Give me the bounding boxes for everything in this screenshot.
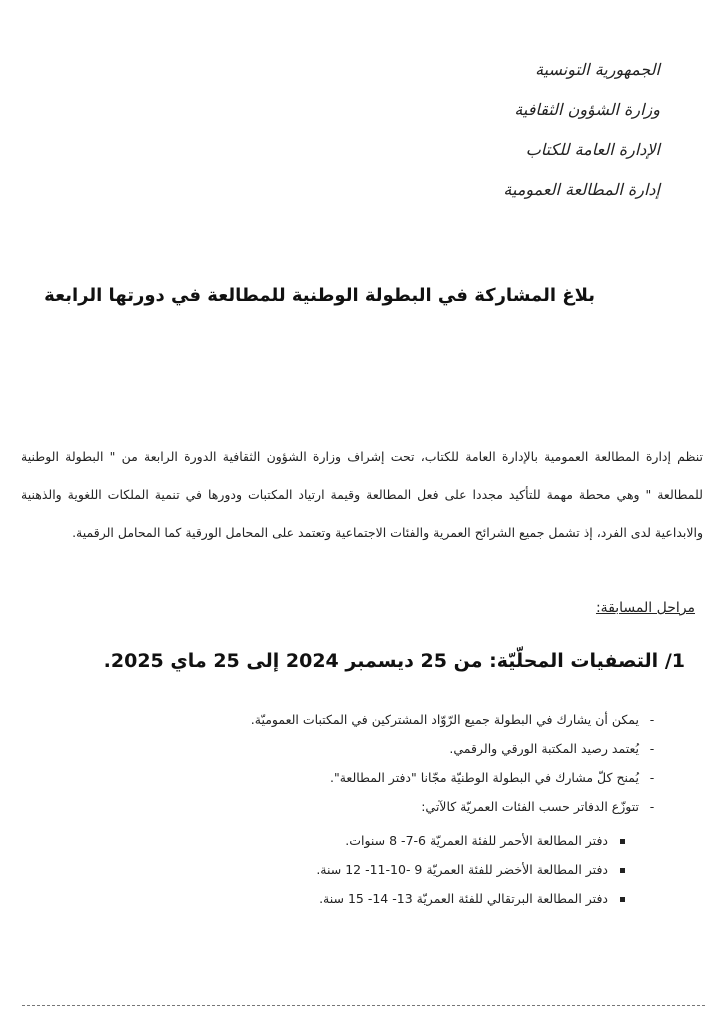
letterhead-department: إدارة المطالعة العمومية [503, 180, 660, 199]
notebook-text: دفتر المطالعة البرتقالي للفئة العمريّة 13- 14- 15 سنة. [319, 891, 608, 906]
list-item [205, 884, 625, 913]
dash-bullet-icon: - [649, 799, 655, 814]
list-item [185, 763, 665, 792]
list-item [185, 734, 665, 763]
letterhead-country: الجمهورية التونسية [535, 60, 660, 79]
letterhead-directorate: الإدارة العامة للكتاب [525, 140, 660, 159]
page-bottom-divider [22, 1005, 705, 1006]
notebook-text: دفتر المطالعة الأخضر للفئة العمريّة 9 -10-11- 12 سنة. [316, 862, 608, 877]
letterhead [400, 50, 660, 210]
list-item [205, 826, 625, 855]
bullet-text: يمكن أن يشارك في البطولة جميع الرّوّاد المشتركين في المكتبات العموميّة. [250, 712, 639, 727]
document-title: بلاغ المشاركة في البطولة الوطنية للمطالعة في دورتها الرابعة [44, 285, 595, 306]
intro-paragraph: تنظم إدارة المطالعة العمومية بالإدارة العامة للكتاب، تحت إشراف وزارة الشؤون الثقافية الدورة الرابعة من " البطولة الوطنية للمطالعة " وهي محطة مهمة للتأكيد مجددا على فعل المطالعة وقيمة ارتياد المكتبات ودورها في تنمية الملكات اللغوية والذهنية والابداعية لدى الفرد، إذ تشمل جميع الشرائح العمرية والفئات الاجتماعية وتعتمد على المحامل الورقية كما المحامل الرقمية. [21, 449, 703, 540]
stage-1-heading: 1/ التصفيات المحلّيّة: من 25 ديسمبر 2024 إلى 25 ماي 2025. [103, 650, 685, 672]
list-item [185, 792, 665, 821]
notebook-list [205, 826, 625, 913]
notebook-text: دفتر المطالعة الأحمر للفئة العمريّة 6-7- 8 سنوات. [345, 833, 608, 848]
square-bullet-icon [620, 897, 625, 902]
list-item [205, 855, 625, 884]
list-item [185, 705, 665, 734]
dash-bullet-icon: - [649, 770, 655, 785]
bullet-text: يُمنح كلّ مشارك في البطولة الوطنيّة مجّانا "دفتر المطالعة". [329, 770, 639, 785]
square-bullet-icon [620, 868, 625, 873]
square-bullet-icon [620, 839, 625, 844]
bullet-text: تتوزّع الدفاتر حسب الفئات العمريّة كالآتي: [421, 799, 639, 814]
bullet-text: يُعتمد رصيد المكتبة الورقي والرقمي. [449, 741, 639, 756]
dash-bullet-icon: - [649, 741, 655, 756]
stage-1-bullets [185, 705, 665, 821]
letterhead-ministry: وزارة الشؤون الثقافية [514, 100, 660, 119]
stages-label: مراحل المسابقة: [595, 600, 695, 616]
dash-bullet-icon: - [649, 712, 655, 727]
